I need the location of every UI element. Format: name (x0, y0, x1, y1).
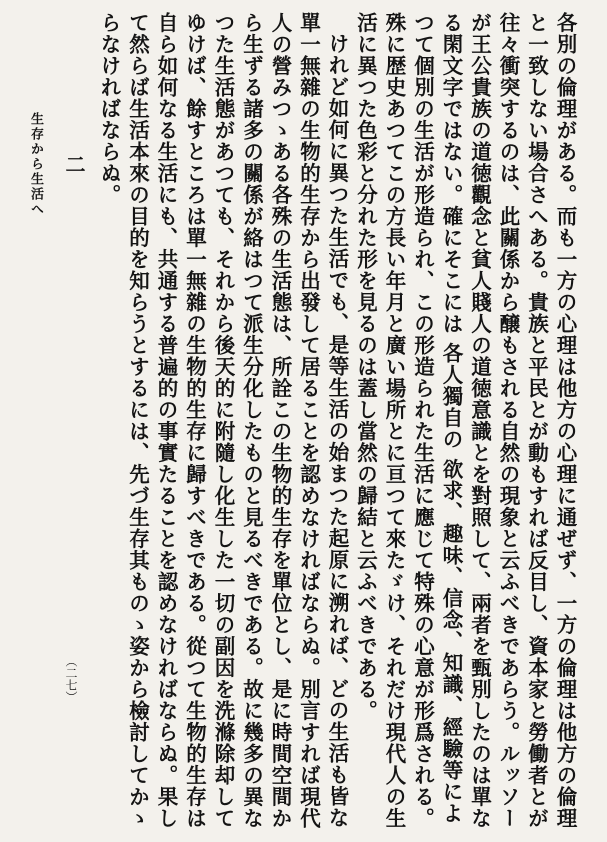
paragraph: けれど如何に異つた生活でも、是等生活の始まつた起原に溯れば、どの生活も皆な單一無雜の生物的生存から出發して居ることを認めなければならぬ。別言すれば現代人の營みつゝある各殊の生活態は、所詮この生物的生存を單位とし、是に時間空間から生ずる諸多の關係が絡はつて派生分化したものと見るべきである。故に幾多の異なつた生活態があつても、それから後天的に附隨し化生した一切の副因を洗滌除却してゆけば、餘すところは單一無雜の生物的生存に歸すべきである。從つて生物的生存は自ら如何なる生活にも、共通する普遍的の事實たることを認めなければならぬ。果して然らば生活本來の目的を知らうとするには、先づ生存其ものゝ姿から檢討してかゝらなければならぬ。 (97, 12, 349, 829)
body-text (59, 12, 579, 834)
page-number: （二七） (64, 655, 78, 703)
page-kanji: 二 (62, 154, 86, 174)
running-head: 生存から生活へ (28, 112, 43, 217)
paragraph: 各別の倫理がある。而も一方の心理は他方の心理に通ぜず、一方の倫理は他方の倫理と一致しない場合さへある。貴族と平民とが動もすれば反目し、資本家と勞働者とが往々衝突するのは、此關係から醸もされる自然の現象と云ふべきであらう。ルッソーが王公貴族の道徳觀念と貧人賤人の道徳意識とを對照して、兩者を甄別したのは單なる閑文字ではない。確にそこには 各人獨自の 欲求、趣味、信念、知識、經驗等によつて個別の生活が形造られ、この形造られた生活に應じて特殊の心意が形爲される。殊に歴史あつてこの方長い年月と廣い場所とに亘つて來たゞけ、それだけ現代人の生活に異つた色彩と分れた形を見るのは蓋し當然の歸結と云ふべきである。 (353, 12, 577, 829)
